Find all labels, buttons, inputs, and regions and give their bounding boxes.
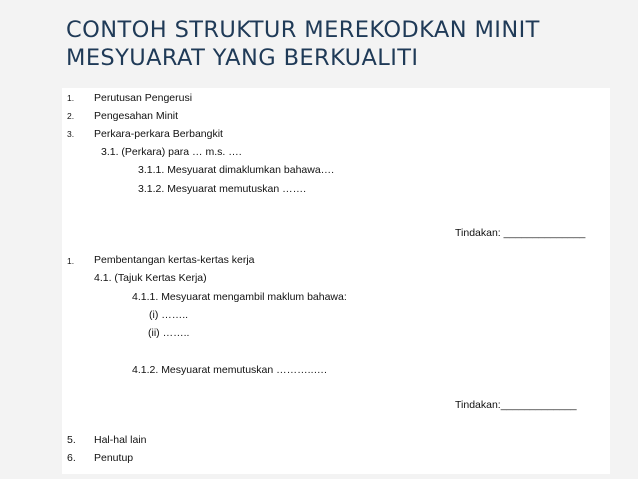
item-pengesahan-minit: Pengesahan Minit <box>94 110 179 122</box>
slide-title-line-1: CONTOH STRUKTUR MEREKODKAN MINIT <box>66 17 540 43</box>
subitem-3-1: 3.1. (Perkara) para … m.s. …. <box>101 146 242 158</box>
item-number: 1. <box>67 93 75 103</box>
item-number: 5. <box>67 434 76 446</box>
slide-title-line-2: MESYUARAT YANG BERKUALITI <box>66 45 419 71</box>
subitem-4-1-2: 4.1.2. Mesyuarat memutuskan ………..…. <box>132 364 327 376</box>
item-hal-hal-lain: Hal-hal lain <box>94 434 147 446</box>
subitem-4-1-1: 4.1.1. Mesyuarat mengambil maklum bahawa: <box>132 291 347 303</box>
subitem-3-1-1: 3.1.1. Mesyuarat dimaklumkan bahawa…. <box>138 164 335 176</box>
item-penutup: Penutup <box>94 452 134 464</box>
minutes-structure-panel <box>62 88 610 474</box>
tindakan-line-1: Tindakan: ______________ <box>455 227 586 239</box>
item-number: 1. <box>67 256 75 266</box>
tindakan-line-2: Tindakan:_____________ <box>455 399 577 411</box>
item-pembentangan-kertas-kerja: Pembentangan kertas-kertas kerja <box>94 254 255 266</box>
item-number: 2. <box>67 111 75 121</box>
subitem-4-1-1-ii: (ii) …….. <box>148 327 190 339</box>
subitem-3-1-2: 3.1.2. Mesyuarat memutuskan ……. <box>138 183 307 195</box>
subitem-4-1: 4.1. (Tajuk Kertas Kerja) <box>94 272 207 284</box>
item-number: 3. <box>67 129 75 139</box>
item-perutusan-pengerusi: Perutusan Pengerusi <box>94 92 193 104</box>
item-perkara-berbangkit: Perkara-perkara Berbangkit <box>94 128 223 140</box>
item-number: 6. <box>67 452 76 464</box>
slide-title <box>66 16 540 72</box>
subitem-4-1-1-i: (i) …….. <box>149 309 189 321</box>
